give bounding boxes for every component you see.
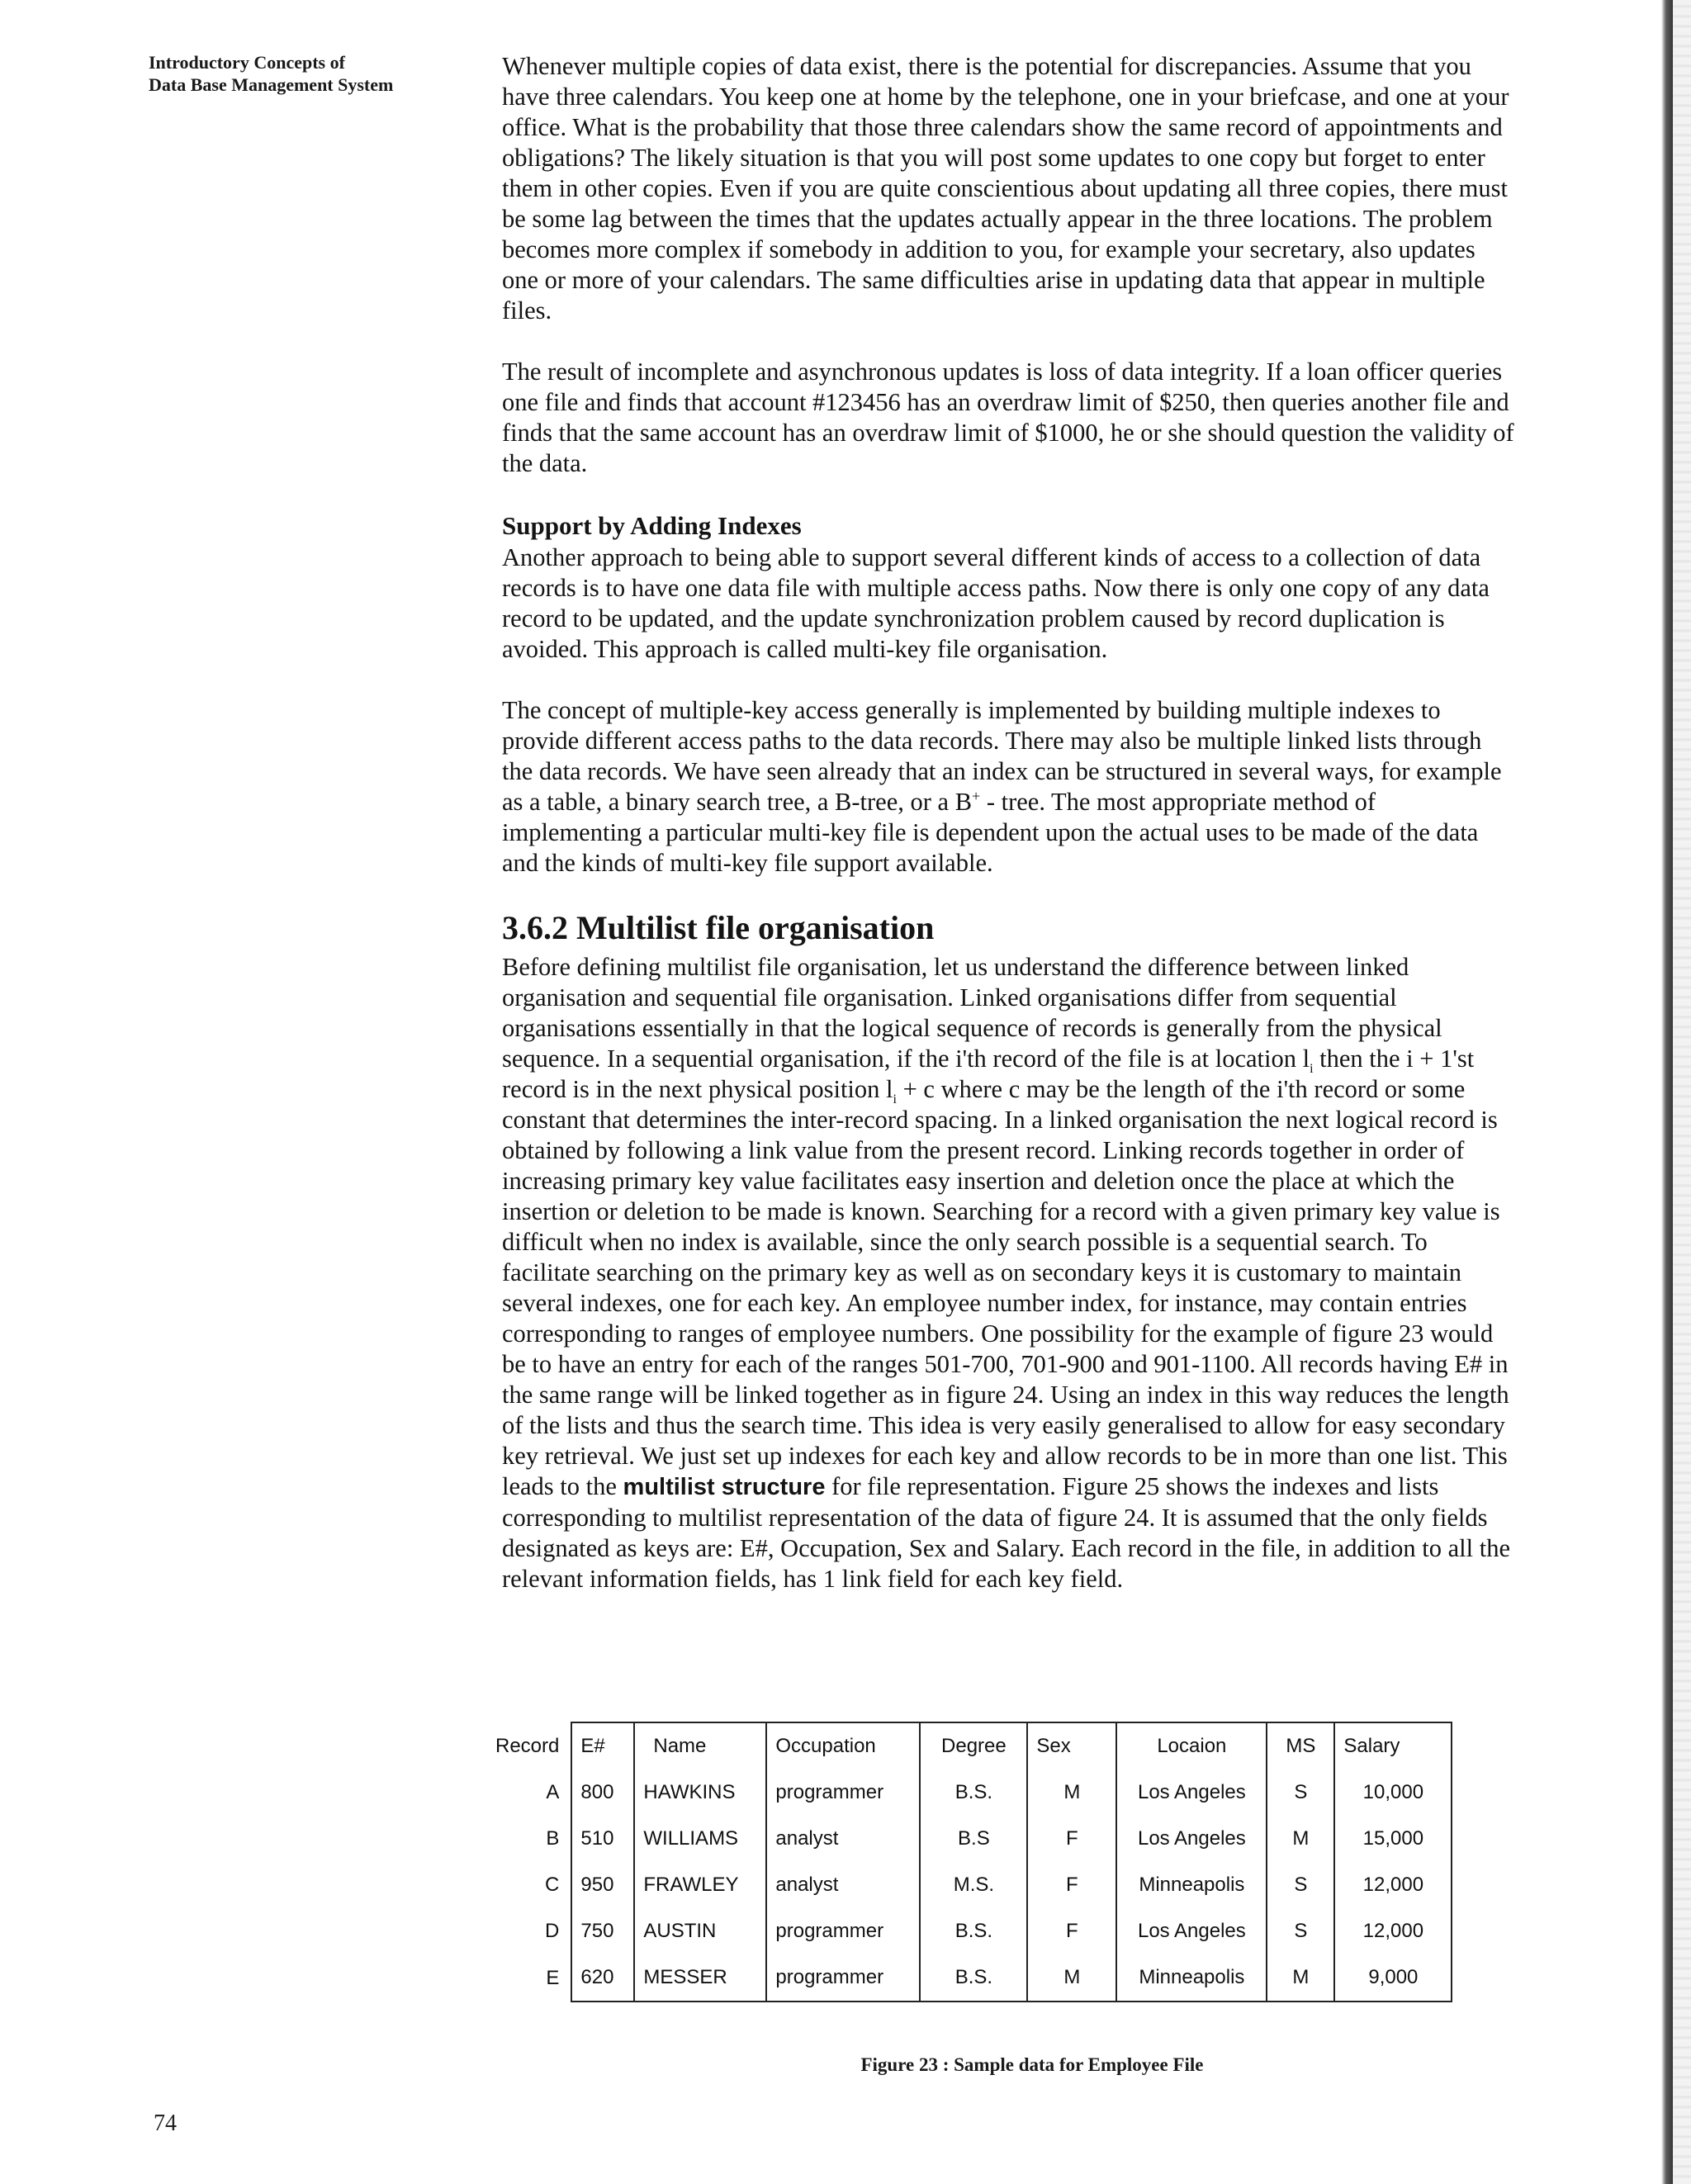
cell-name: AUSTIN bbox=[634, 1908, 766, 1954]
subheading-support-indexes: Support by Adding Indexes bbox=[502, 511, 802, 540]
cell-location: Minneapolis bbox=[1116, 1862, 1267, 1908]
paragraph-multi-access: Another approach to being able to support several different kinds of access to a collection of data records is to have one data file with multiple access paths. Now there is only one copy of any data record to be updated, and the update synchronization problem caused by record duplication is avoided. This approach is called multi-key file organisation. bbox=[502, 543, 1490, 663]
table-header-row bbox=[487, 1722, 1452, 1769]
paragraph-multilist: Before defining multilist file organisation, let us understand the difference between linked organisation and sequential file organisation. Linked organisations differ from sequential organisations essentially in that the logical sequence of records is generally from the physical sequence. In a sequential organisation, if the i'th record of the file is at location $l_i$ then the i + 1'st record is in the next physical position $l_i + c$ where c may be the length of the i'th record or some constant that determines the inter-record spacing. In a linked organisation the next logical record is obtained by following a link value from the present record. Linking records together in order of increasing primary key value facilitates easy insertion and deletion once the place at which the insertion or deletion to be made is known. Searching for a record with a given primary key value is difficult when no index is available, since the only search possible is a sequential search. To facilitate searching on the primary key as well as on secondary keys it is customary to maintain several indexes, one for each key. An employee number index, for instance, may contain entries corresponding to ranges of employee numbers. One possibility for the example of figure 23 would be to have an entry for each of the ranges 501-700, 701-900 and 901-1100. All records having E# in the same range will be linked together as in figure 24. Using an index in this way reduces the length of the lists and thus the search time. This idea is very easily generalised to allow for easy secondary key retrieval. We just set up indexes for each key and allow records to be in more than one list. This leads to the multilist structure for file representation. Figure 25 shows the indexes and lists corresponding to multilist representation of the data of figure 24. It is assumed that the only fields designated as keys are: E#, Occupation, Sex and Salary. Each record in the file, in addition to all the relevant information fields, has 1 link field for each key field. bbox=[502, 953, 1511, 1593]
cell-salary: 12,000 bbox=[1334, 1862, 1452, 1908]
paragraph-calendars: Whenever multiple copies of data exist, there is the potential for discrepancies. Assume that you have three calendars. You keep one at home by the telephone, one in your briefcase, and one at your office. What is the probability that those three calendars show the same record of appointments and obligations? The likely situation is that you will post some updates to one copy but forget to enter them in other copies. Even if you are quite conscientious about updating all three copies, there must be some lag between the times that the updates actually appear in the three locations. The problem becomes more complex if somebody in addition to you, for example your secretary, also updates one or more of your calendars. The same difficulties arise in updating data that appear in multiple files. bbox=[502, 52, 1509, 325]
cell-e: 750 bbox=[571, 1908, 634, 1954]
table-row bbox=[487, 1769, 1452, 1816]
main-content bbox=[502, 51, 1518, 1625]
cell-sex: F bbox=[1027, 1816, 1116, 1862]
paragraph-data-integrity: The result of incomplete and asynchronous updates is loss of data integrity. If a loan officer queries one file and finds that account #123456 has an overdraw limit of $250, then queries another file and finds that the same account has an overdraw limit of $1000, he or she should question the validity of the data. bbox=[502, 358, 1514, 477]
record-letter: D bbox=[545, 1920, 560, 1942]
table-row bbox=[487, 1816, 1452, 1862]
cell-name: MESSER bbox=[634, 1954, 766, 2002]
cell-ms: S bbox=[1267, 1908, 1334, 1954]
cell-location: Los Angeles bbox=[1116, 1769, 1267, 1816]
header-sex: Sex bbox=[1027, 1722, 1116, 1769]
cell-e: 620 bbox=[571, 1954, 634, 2002]
cell-sex: F bbox=[1027, 1908, 1116, 1954]
header-occupation: Occupation bbox=[766, 1722, 920, 1769]
cell-e: 800 bbox=[571, 1769, 634, 1816]
cell-occupation: programmer bbox=[766, 1954, 920, 2002]
cell-ms: S bbox=[1267, 1862, 1334, 1908]
cell-name: HAWKINS bbox=[634, 1769, 766, 1816]
cell-e: 510 bbox=[571, 1816, 634, 1862]
record-letter: B bbox=[546, 1827, 560, 1850]
running-head-line2: Data Base Management System bbox=[149, 74, 394, 95]
binding-shadow bbox=[1661, 0, 1673, 2184]
cell-degree: B.S bbox=[920, 1816, 1027, 1862]
cell-location: Los Angeles bbox=[1116, 1908, 1267, 1954]
cell-salary: 10,000 bbox=[1334, 1769, 1452, 1816]
table-row bbox=[487, 1908, 1452, 1954]
cell-sex: M bbox=[1027, 1954, 1116, 2002]
cell-degree: B.S. bbox=[920, 1954, 1027, 2002]
cell-name: FRAWLEY bbox=[634, 1862, 766, 1908]
cell-salary: 9,000 bbox=[1334, 1954, 1452, 2002]
cell-sex: F bbox=[1027, 1862, 1116, 1908]
record-header: Record bbox=[495, 1734, 560, 1757]
running-head bbox=[149, 51, 462, 96]
cell-occupation: analyst bbox=[766, 1862, 920, 1908]
record-letter: A bbox=[546, 1781, 560, 1803]
cell-e: 950 bbox=[571, 1862, 634, 1908]
table-body bbox=[487, 1769, 1452, 2002]
page-number: 74 bbox=[154, 2111, 177, 2136]
cell-location: Minneapolis bbox=[1116, 1954, 1267, 2002]
header-degree: Degree bbox=[920, 1722, 1027, 1769]
cell-sex: M bbox=[1027, 1769, 1116, 1816]
record-letter: C bbox=[545, 1874, 560, 1896]
paragraph-multiple-key: The concept of multiple-key access generally is implemented by building multiple indexes to provide different access paths to the data records. There may also be multiple linked lists through the data records. We have seen already that an index can be structured in several ways, for example as a table, a binary search tree, a B-tree, or a B+ - tree. The most appropriate method of implementing a particular multi-key file is dependent upon the actual uses to be made of the data and the kinds of multi-key file support available. bbox=[502, 696, 1502, 877]
header-ms: MS bbox=[1267, 1722, 1334, 1769]
header-location: Locaion bbox=[1116, 1722, 1267, 1769]
cell-occupation: programmer bbox=[766, 1908, 920, 1954]
record-letter: E bbox=[546, 1966, 560, 1989]
section-title-text: Multilist file organisation bbox=[576, 909, 935, 946]
cell-occupation: analyst bbox=[766, 1816, 920, 1862]
header-salary: Salary bbox=[1334, 1722, 1452, 1769]
cell-occupation: programmer bbox=[766, 1769, 920, 1816]
section-number: 3.6.2 bbox=[502, 909, 568, 946]
table-row bbox=[487, 1954, 1452, 2002]
cell-ms: M bbox=[1267, 1954, 1334, 2002]
cell-location: Los Angeles bbox=[1116, 1816, 1267, 1862]
figure-caption: Figure 23 : Sample data for Employee File bbox=[860, 2054, 1204, 2075]
cell-name: WILLIAMS bbox=[634, 1816, 766, 1862]
cell-ms: M bbox=[1267, 1816, 1334, 1862]
cell-degree: B.S. bbox=[920, 1908, 1027, 1954]
header-e: E# bbox=[571, 1722, 634, 1769]
cell-degree: B.S. bbox=[920, 1769, 1027, 1816]
cell-degree: M.S. bbox=[920, 1862, 1027, 1908]
running-head-line1: Introductory Concepts of bbox=[149, 52, 345, 73]
cell-salary: 15,000 bbox=[1334, 1816, 1452, 1862]
employee-table bbox=[487, 1722, 1452, 2002]
cell-salary: 12,000 bbox=[1334, 1908, 1452, 1954]
table-row bbox=[487, 1862, 1452, 1908]
section-title bbox=[502, 909, 1518, 947]
header-name: Name bbox=[634, 1722, 766, 1769]
bold-term: multilist structure bbox=[623, 1474, 826, 1500]
page-edge bbox=[1673, 0, 1691, 2184]
cell-ms: S bbox=[1267, 1769, 1334, 1816]
